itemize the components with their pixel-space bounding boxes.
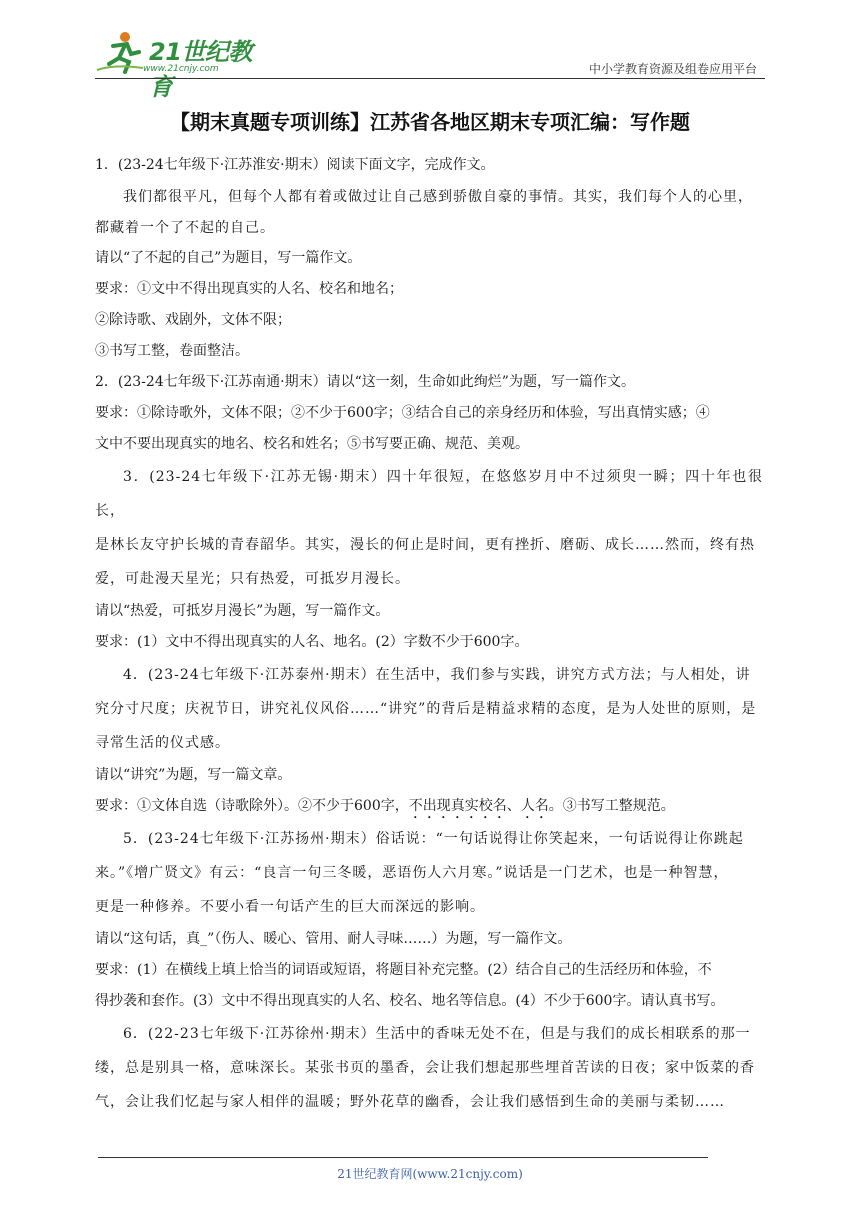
q1-head: 1．(23-24七年级下·江苏淮安·期末）阅读下面文字，完成作文。 — [95, 157, 495, 173]
q6-passage-line: 气，会让我们忆起与家人相伴的温暖；野外花草的幽香，会让我们感悟到生命的美丽与柔韧…… — [95, 1094, 725, 1110]
q3-passage-line: 是林长友守护长城的青春韶华。其实，漫长的何止是时间，更有挫折、磨砺、成长……然而，终有热 — [95, 537, 755, 553]
q2-head: 2．(23-24七年级下·江苏南通·期末）请以“这一刻，生命如此绚烂”为题，写一篇作文。 — [95, 374, 635, 390]
q3-passage-line: 3．(23-24七年级下·江苏无锡·期末）四十年很短，在悠悠岁月中不过须臾一瞬；四十年也很长， — [95, 469, 763, 519]
q1-passage-line: 都藏着一个了不起的自己。 — [95, 220, 275, 236]
q2-requirement: 文中不要出现真实的地名、校名和姓名；⑤书写要正确、规范、美观。 — [95, 436, 529, 452]
q5-passage-line: 5．(23-24七年级下·江苏扬州·期末）俗话说：“一句话说得让你笑起来，一句话说得让你跳起 — [123, 831, 744, 847]
q4-prompt: 请以“讲究”为题，写一篇文章。 — [95, 767, 292, 783]
runner-logo-icon — [95, 30, 145, 74]
q6-passage-line: 6．(22-23七年级下·江苏徐州·期末）生活中的香味无处不在，但是与我们的成长相联系的那一 — [123, 1026, 751, 1042]
logo-text: 21世纪教育 — [149, 38, 252, 101]
page-title: 【期末真题专项训练】江苏省各地区期末专项汇编：写作题 — [170, 110, 690, 134]
q1-requirement: ②除诗歌、戏剧外，文体不限； — [95, 312, 291, 328]
q1-prompt: 请以“了不起的自己”为题目，写一篇作文。 — [95, 250, 362, 266]
q5-requirement: 得抄袭和套作。(3）文中不得出现真实的人名、校名、地名等信息。(4）不少于600字。请认真书写。 — [95, 993, 725, 1009]
logo-url: www.21cnjy.com — [143, 64, 219, 74]
q4-passage-line: 4．(23-24七年级下·江苏泰州·期末）在生活中，我们参与实践，讲究方式方法；与人相处，讲 — [123, 667, 751, 683]
q5-prompt: 请以“这句话，真_”（伤人、暖心、管用、耐人寻味……）为题，写一篇作文。 — [95, 931, 572, 947]
q3-prompt: 请以“热爱，可抵岁月漫长”为题，写一篇作文。 — [95, 603, 390, 619]
logo — [95, 28, 265, 101]
footer-divider — [98, 1157, 708, 1158]
q4-req-emphasis: 不出现真实校名、人名 — [408, 798, 549, 814]
q5-passage-line: 更是一种修养。不要小看一句话产生的巨大而深远的影响。 — [95, 899, 485, 915]
document-body — [95, 150, 763, 1119]
q4-passage-line: 究分寸尺度；庆祝节日，讲究礼仪风俗……“讲究”的背后是精益求精的态度，是为人处世的原则，是 — [95, 701, 757, 717]
q1-passage-line: 我们都很平凡，但每个人都有着或做过让自己感到骄傲自豪的事情。其实，我们每个人的心里， — [123, 189, 753, 205]
q4-passage-line: 寻常生活的仪式感。 — [95, 735, 230, 751]
q1-requirement: ③书写工整，卷面整洁。 — [95, 343, 249, 359]
q5-passage-line: 来。”《增广贤文》有云：“良言一句三冬暖，恶语伤人六月寒。”说话是一门艺术，也是一种智慧， — [95, 865, 729, 881]
q4-req-part: 。③书写工整规范。 — [548, 798, 675, 814]
q6-passage-line: 缕，总是别具一格，意味深长。某张书页的墨香，会让我们想起那些埋首苦读的日夜；家中饭菜的香 — [95, 1060, 755, 1076]
page-header — [95, 28, 765, 101]
platform-label: 中小学教育资源及组卷应用平台 — [588, 62, 757, 76]
q3-requirement: 要求：(1）文中不得出现真实的人名、地名。(2）字数不少于600字。 — [95, 634, 529, 650]
footer-link[interactable]: 21世纪教育网(www.21cnjy.com) — [337, 1167, 523, 1181]
q3-passage-line: 爱，可赴漫天星光；只有热爱，可抵岁月漫长。 — [95, 571, 410, 587]
q4-requirement — [95, 791, 763, 822]
q4-req-part: 要求：①文体自选（诗歌除外）。②不少于600字， — [95, 798, 409, 814]
q1-requirement: 要求：①文中不得出现真实的人名、校名和地名； — [95, 281, 403, 297]
header-divider — [95, 78, 765, 79]
q2-requirement: 要求：①除诗歌外，文体不限；②不少于600字；③结合自己的亲身经历和体验，写出真情实感；④ — [95, 405, 710, 421]
q5-requirement: 要求：(1）在横线上填上恰当的词语或短语，将题目补充完整。(2）结合自己的生活经历和体验，不 — [95, 962, 712, 978]
